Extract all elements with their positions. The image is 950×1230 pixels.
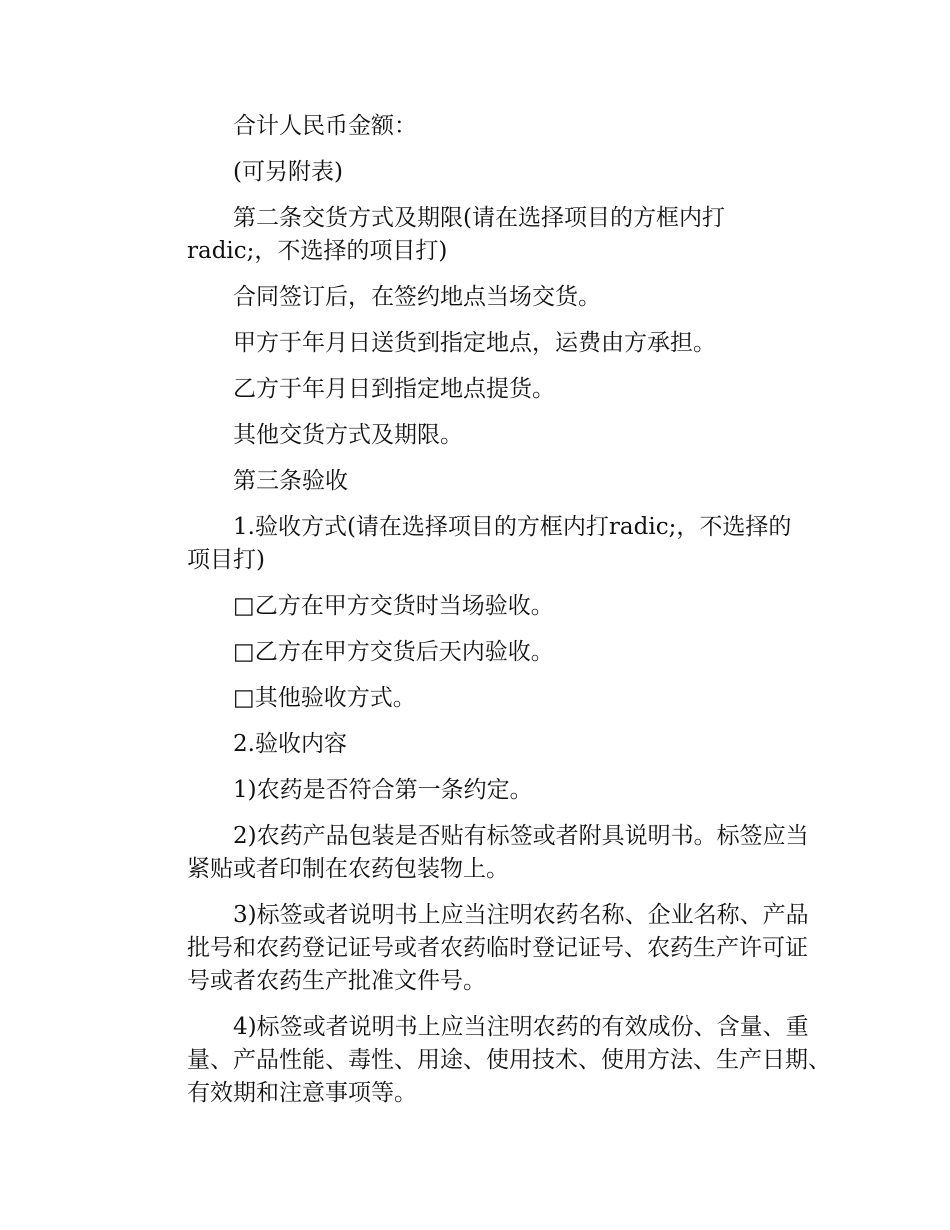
text-line: 甲方于年月日送货到指定地点，运费由方承担。 [233,330,716,356]
text-line: 合同签订后，在签约地点当场交货。 [233,284,601,310]
text-line: 量、产品性能、毒性、用途、使用技术、使用方法、生产日期、 [187,1047,831,1073]
text-line: 项目打) [187,547,265,573]
text-line: radic;，不选择的项目打) [187,238,448,264]
document-body [141,110,831,1123]
paragraph-item-3 [141,899,831,998]
paragraph-other-delivery [141,419,831,452]
text-line: 批号和农药登记证号或者农药临时登记证号、农药生产许可证 [187,935,808,961]
text-line: □乙方在甲方交货时当场验收。 [233,593,554,619]
paragraph-article-3-heading [141,465,831,498]
text-line: 第三条验收 [233,468,348,494]
paragraph-option-other-inspection [141,682,831,715]
paragraph-option-delayed-inspection [141,636,831,669]
text-line: 其他交货方式及期限。 [233,422,463,448]
text-line: 合计人民币金额： [233,113,417,139]
text-line: 2.验收内容 [233,731,347,757]
text-line: 号或者农药生产批准文件号。 [187,968,486,994]
text-line: 紧贴或者印制在农药包装物上。 [187,856,509,882]
text-line: 1)农药是否符合第一条约定。 [233,777,533,803]
text-line: (可另附表) [233,159,343,185]
text-line: 乙方于年月日到指定地点提货。 [233,376,555,402]
paragraph-article-2-heading [141,202,831,268]
paragraph-item-1 [141,774,831,807]
paragraph-option-on-site-inspection [141,590,831,623]
paragraph-delivery-by-party-a [141,327,831,360]
paragraph-item-2 [141,820,831,886]
text-line: 2)农药产品包装是否贴有标签或者附具说明书。标签应当 [233,823,809,849]
text-line: □其他验收方式。 [233,685,416,711]
paragraph-inspection-content [141,728,831,761]
text-line: 有效期和注意事项等。 [187,1080,417,1106]
paragraph-attachment-note [141,156,831,189]
paragraph-total-amount [141,110,831,143]
paragraph-item-4 [141,1011,831,1110]
text-line: 第二条交货方式及期限(请在选择项目的方框内打 [233,205,725,231]
paragraph-inspection-method [141,511,831,577]
text-line: 1.验收方式(请在选择项目的方框内打radic;，不选择的 [233,514,792,540]
text-line: 3)标签或者说明书上应当注明农药名称、企业名称、产品 [233,902,809,928]
paragraph-delivery-on-site [141,281,831,314]
text-line: □乙方在甲方交货后天内验收。 [233,639,554,665]
paragraph-pickup-by-party-b [141,373,831,406]
text-line: 4)标签或者说明书上应当注明农药的有效成份、含量、重 [233,1014,809,1040]
